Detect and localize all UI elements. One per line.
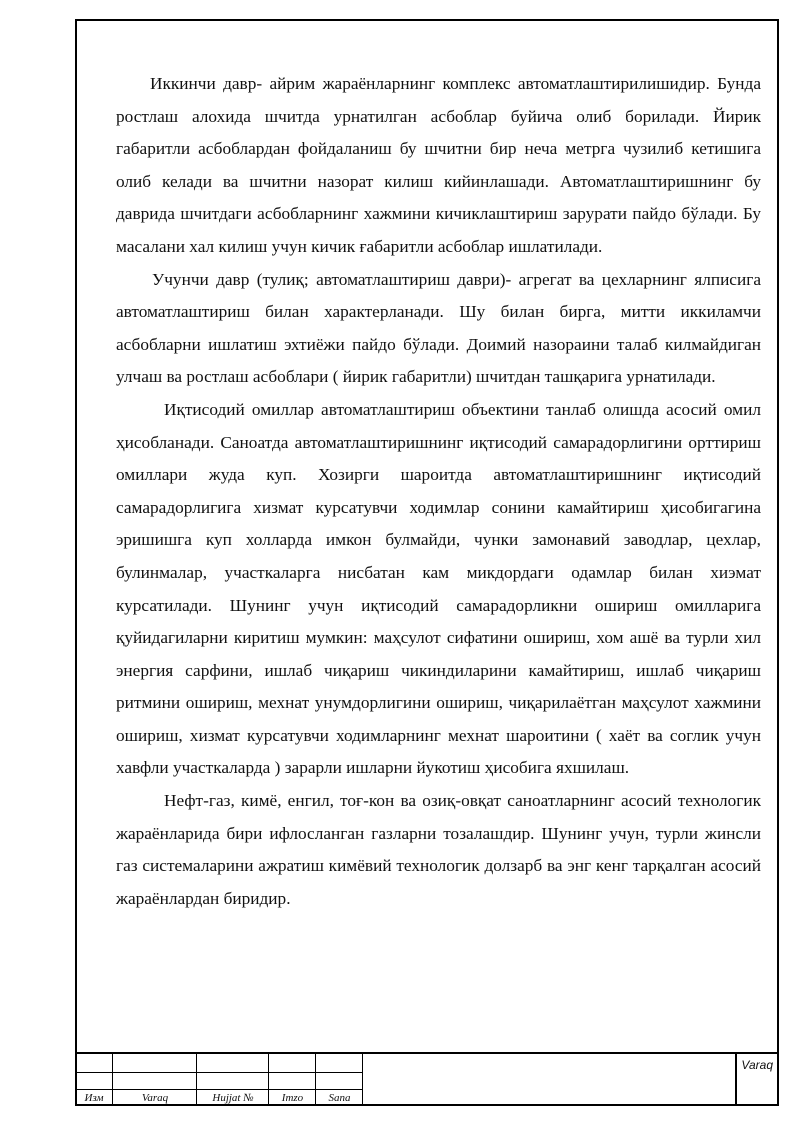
stamp-label-sana: Sana bbox=[328, 1092, 351, 1104]
page-number-box bbox=[735, 1054, 779, 1106]
paragraph-4: Нефт-газ, кимё, енгил, тоғ-кон ва озиқ-овқат саноатларнинг асосий технологик жараёнларида бири ифлосланган газларни тозалашдир. Шунинг учун, турли жинсли газ системаларини ажратиш кимёвий технологик долзарб ва энг кенг тарқалган асосий жараёнлардан биридир. bbox=[116, 791, 761, 908]
page-number-label: Varaq bbox=[741, 1058, 773, 1072]
stamp-label-varaq: Varaq bbox=[141, 1092, 169, 1104]
paragraph-2: Учунчи давр (тулиқ; автоматлаштириш даври)- агрегат ва цехларнинг ялписига автоматлаштириш билан характерланади. Шу билан бирга, митти иккиламчи асбобларни ишлатиш эхтиёжи пайдо бўлади. Доимий назораини талаб килмайдиган улчаш ва ростлаш асбоблари ( йирик габаритли) шчитдан ташқарига урнатилади. bbox=[116, 269, 761, 387]
stamp-label-hujjat: Hujjat № bbox=[212, 1092, 254, 1104]
stamp-label-izm: Изм bbox=[84, 1092, 104, 1104]
paragraph-3: Иқтисодий омиллар автоматлаштириш объектини танлаб олишда асосий омил ҳисобланади. Саноатда автоматлаштиришнинг иқтисодий самарадорлигини орттириш омиллари жуда куп. Хозирги шароитда автоматлаштиришнинг иқтисодий самарадорлигига хизмат курсатувчи ходимлар сонини камайтириш ҳисобигагина эришишга куп холларда имкон булмайди, чунки замонавий заводлар, цехлар, булинмалар, участкаларга нисбатан кам микдордаги одамлар билан хиэмат курсатилади. Шунинг учун иқтисодий самарадорликни ошириш омилларига қуйидагиларни киритиш мумкин: маҳсулот сифатини ошириш, хом ашё ва турли хил энергия сарфини, ишлаб чиқариш чикиндиларини камайтириш, ишлаб чиқариш ритмини ошириш, мехнат унумдорлигини ошириш, чиқарилаётган маҳсулот хажмини ошириш, хизмат курсатувчи ходимларнинг мехнат шароитини ( хаёт ва соглик учун хавфли участкаларда ) зарарли ишларни йукотиш ҳисобига яхшилаш. bbox=[116, 399, 761, 778]
title-block bbox=[75, 1052, 779, 1106]
stamp-label-imzo: Imzo bbox=[281, 1092, 304, 1104]
paragraph-1: Иккинчи давр- айрим жараёнларнинг комплекс автоматлаштирилишидир. Бунда ростлаш алохида шчитда урнатилган асбоблар буйича олиб борилади. Йирик габаритли асбоблардан фойдаланиш бу шчитни бир неча метрга чузилиб кетишига олиб келади ва шчитни назорат килиш кийинлашади. Автоматлаштиришнинг бу даврида шчитдаги асбобларнинг хажмини кичиклаштириш зарурати пайдо бўлади. Бу масалани хал килиш учун кичик ғабаритли асбоблар ишлатилади. bbox=[116, 74, 761, 256]
document-body bbox=[116, 68, 761, 915]
stamp-row-line bbox=[75, 1089, 363, 1090]
stamp-row-line bbox=[75, 1072, 363, 1073]
